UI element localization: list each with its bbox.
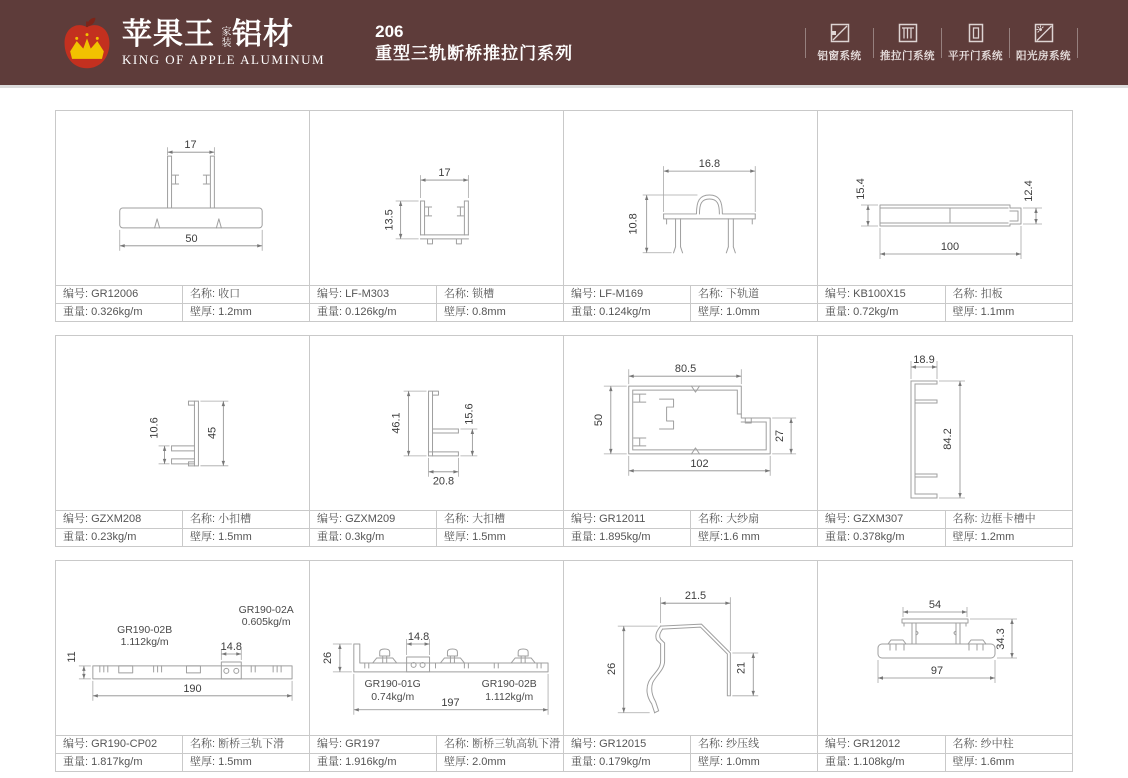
field-value: 扣板 <box>980 288 1003 300</box>
dimension-label: 21 <box>735 661 748 675</box>
dimension-label: 16.8 <box>698 158 721 171</box>
field-label: 壁厚: <box>444 756 470 768</box>
field-label: 重量: <box>571 306 597 318</box>
aluminum-window-system-icon <box>829 22 851 44</box>
profile-outline <box>93 662 292 679</box>
dimension-label: 190 <box>183 682 202 695</box>
field-value: 1.5mm <box>218 756 252 768</box>
field-value: 纱压线 <box>726 738 760 750</box>
field-label: 编号: <box>571 738 597 750</box>
dimension-label: 34.3 <box>995 628 1007 650</box>
system-item-casement-door <box>942 22 1009 63</box>
field-label: 编号: <box>317 513 343 525</box>
dimension-label: 12.4 <box>1023 180 1035 202</box>
field-label: 重量: <box>63 756 89 768</box>
field-value: 1.2mm <box>980 531 1015 543</box>
field-label: 名称: <box>698 513 724 525</box>
profile-cell-gzxm208 <box>56 336 310 546</box>
profile-cell-gr12006 <box>56 111 310 321</box>
profile-drawing <box>56 336 309 510</box>
system-label: 阳光房系统 <box>1016 50 1071 62</box>
field-value: 0.126kg/m <box>345 306 397 318</box>
field-value: GR190-CP02 <box>91 738 158 750</box>
profile-info-table <box>818 510 1072 546</box>
dimension-label: 27 <box>774 429 787 443</box>
part-label: 0.605kg/m <box>241 617 291 629</box>
profile-drawing <box>310 561 563 735</box>
field-value: LF-M303 <box>345 288 390 300</box>
field-label: 名称: <box>952 738 978 750</box>
page-number: 206 <box>375 22 404 42</box>
field-label: 名称: <box>952 288 978 300</box>
field-label: 壁厚: <box>190 306 216 318</box>
dimension-label: 15.6 <box>463 403 476 425</box>
field-value: 下轨道 <box>726 288 760 300</box>
dimension-label: 102 <box>690 457 709 470</box>
field-label: 名称: <box>444 288 470 300</box>
dimension-label: 50 <box>185 232 198 245</box>
part-label: 1.112kg/m <box>120 637 169 649</box>
field-label: 重量: <box>317 756 343 768</box>
system-item-sunroom <box>1010 22 1077 63</box>
field-value: GZXM209 <box>345 513 396 525</box>
field-value: GZXM208 <box>91 513 142 525</box>
field-label: 编号: <box>825 288 851 300</box>
dimension-label: 10.6 <box>148 417 161 439</box>
divider <box>1077 28 1078 58</box>
profile-outline <box>421 201 469 244</box>
part-label: 1.112kg/m <box>485 691 534 703</box>
profile-outline <box>429 391 459 456</box>
profile-outline <box>354 644 548 672</box>
part-label: GR190-02A <box>238 605 294 617</box>
field-value: 断桥三轨高轨下滑 <box>472 738 561 750</box>
dimension-lines <box>855 178 1042 259</box>
dimension-label: 45 <box>206 426 219 440</box>
dimension-lines <box>391 391 478 488</box>
field-value: 纱中柱 <box>980 738 1014 750</box>
profile-outline <box>911 381 937 498</box>
field-label: 名称: <box>444 513 470 525</box>
dimension-label: 17 <box>184 139 197 152</box>
dimension-label: 26 <box>321 651 334 665</box>
profile-info-table <box>56 510 309 546</box>
dimension-label: 14.8 <box>220 640 242 653</box>
part-label: GR190-02B <box>481 678 537 690</box>
field-value: 1.6mm <box>980 756 1015 768</box>
profile-drawing <box>310 336 563 510</box>
field-label: 壁厚: <box>698 756 724 768</box>
system-nav <box>805 22 1078 63</box>
field-label: 壁厚: <box>698 531 724 543</box>
field-value: 2.0mm <box>472 756 506 768</box>
field-value: 锁槽 <box>472 288 495 300</box>
field-value: 1.895kg/m <box>599 531 651 543</box>
field-value: 1.817kg/m <box>91 756 143 768</box>
dimension-label: 18.9 <box>913 354 935 366</box>
dimension-lines <box>628 158 756 253</box>
field-label: 壁厚: <box>444 306 470 318</box>
field-value: 0.124kg/m <box>599 306 651 318</box>
profile-cell-lfm303 <box>310 111 564 321</box>
dimension-label: 46.1 <box>390 412 403 434</box>
field-value: GR197 <box>345 738 380 750</box>
page-header <box>0 0 1128 88</box>
profile-cell-lfm169 <box>564 111 818 321</box>
field-label: 壁厚: <box>190 531 216 543</box>
sliding-door-system-icon <box>897 22 919 44</box>
profile-row <box>55 110 1073 322</box>
field-label: 重量: <box>63 306 89 318</box>
system-item-window <box>806 22 873 63</box>
profile-info-table <box>818 735 1072 771</box>
field-label: 重量: <box>63 531 89 543</box>
dimension-label: 100 <box>940 241 960 253</box>
dimension-label: 20.8 <box>432 475 455 488</box>
field-label: 壁厚: <box>190 756 216 768</box>
dimension-label: 15.4 <box>855 178 867 200</box>
field-value: KB100X15 <box>853 288 906 300</box>
field-value: LF-M169 <box>599 288 644 300</box>
dimension-label: 80.5 <box>674 363 697 376</box>
field-label: 重量: <box>317 306 343 318</box>
profile-drawing <box>818 561 1072 735</box>
field-value: 1.5mm <box>472 531 506 543</box>
field-label: 名称: <box>190 513 216 525</box>
dimension-label: 21.5 <box>684 590 707 603</box>
system-item-sliding-door <box>874 22 941 63</box>
part-label: GR190-01G <box>364 678 421 690</box>
dimension-label: 84.2 <box>942 428 954 450</box>
profile-drawing <box>818 336 1072 510</box>
profile-outline <box>172 401 199 466</box>
field-label: 名称: <box>190 738 216 750</box>
dimension-lines <box>120 139 262 251</box>
profile-info-table <box>310 510 563 546</box>
field-label: 名称: <box>698 738 724 750</box>
dimension-label: 17 <box>438 167 451 180</box>
profile-outline <box>880 205 1021 226</box>
field-value: 小扣槽 <box>218 513 252 525</box>
field-value: 1.2mm <box>218 306 252 318</box>
brand-suffix-cn: 铝材 <box>232 17 294 51</box>
field-value: 0.23kg/m <box>91 531 137 543</box>
field-label: 重量: <box>825 306 851 318</box>
profile-info-table <box>310 285 563 321</box>
part-annotations <box>117 605 294 648</box>
part-label: 0.74kg/m <box>371 691 415 703</box>
system-label: 推拉门系统 <box>880 50 935 62</box>
casement-door-system-icon <box>965 22 987 44</box>
profile-outline <box>647 624 730 713</box>
profile-drawing <box>818 111 1072 285</box>
field-label: 重量: <box>825 756 851 768</box>
dimension-lines <box>606 590 758 713</box>
field-label: 编号: <box>63 288 89 300</box>
field-value: 0.326kg/m <box>91 306 143 318</box>
profile-outline <box>664 195 756 253</box>
profile-cell-gzxm209 <box>310 336 564 546</box>
profile-drawing <box>564 111 817 285</box>
field-value: 断桥三轨下滑 <box>218 738 285 750</box>
profile-info-table <box>310 735 563 771</box>
dimension-label: 197 <box>441 696 460 709</box>
field-label: 编号: <box>63 738 89 750</box>
profile-info-table <box>56 735 309 771</box>
dimension-label: 54 <box>928 599 942 611</box>
field-label: 壁厚: <box>698 306 724 318</box>
series-title: 重型三轨断桥推拉门系列 <box>375 43 574 63</box>
profile-cell-gr12015 <box>564 561 818 771</box>
field-label: 名称: <box>190 288 216 300</box>
field-value: GR12011 <box>599 513 646 525</box>
apple-crown-logo-icon <box>58 14 116 72</box>
field-label: 编号: <box>571 513 597 525</box>
system-label: 铝窗系统 <box>817 50 862 62</box>
dimension-lines <box>878 599 1017 683</box>
field-value: 0.378kg/m <box>853 531 905 543</box>
profile-drawing <box>310 111 563 285</box>
profile-row <box>55 560 1073 772</box>
dimension-label: 10.8 <box>627 213 640 235</box>
field-value: 0.179kg/m <box>599 756 651 768</box>
profile-info-table <box>564 285 817 321</box>
profile-cell-gr12011 <box>564 336 818 546</box>
profile-info-table <box>818 285 1072 321</box>
field-value: 0.3kg/m <box>345 531 385 543</box>
profile-info-table <box>564 510 817 546</box>
sunroom-system-icon <box>1033 22 1055 44</box>
dimension-label: 13.5 <box>383 209 396 231</box>
field-value: 1.0mm <box>726 306 760 318</box>
profile-outline <box>629 386 770 454</box>
field-label: 名称: <box>698 288 724 300</box>
dimension-label: 26 <box>605 662 618 676</box>
field-value: 1.0mm <box>726 756 760 768</box>
field-label: 壁厚: <box>952 531 978 543</box>
field-label: 壁厚: <box>952 306 978 318</box>
brand-name-en: KING OF APPLE ALUMINUM <box>122 51 326 67</box>
profile-row <box>55 335 1073 547</box>
dimension-lines <box>149 401 229 466</box>
profile-drawing <box>564 336 817 510</box>
part-label: GR190-02B <box>117 625 173 637</box>
field-value: GZXM307 <box>853 513 904 525</box>
dimension-lines <box>911 354 965 498</box>
profile-cell-gr190cp02 <box>56 561 310 771</box>
field-label: 编号: <box>63 513 89 525</box>
field-label: 重量: <box>825 531 851 543</box>
system-label: 平开门系统 <box>948 50 1003 62</box>
field-label: 编号: <box>317 288 343 300</box>
field-label: 编号: <box>825 513 851 525</box>
dimension-lines <box>593 363 796 476</box>
field-value: GR12006 <box>91 288 139 300</box>
field-label: 重量: <box>571 531 597 543</box>
field-value: GR12015 <box>599 738 647 750</box>
field-value: 0.8mm <box>472 306 506 318</box>
dimension-label: 14.8 <box>407 631 430 644</box>
field-label: 壁厚: <box>444 531 470 543</box>
profile-info-table <box>56 285 309 321</box>
field-value: 0.72kg/m <box>853 306 899 318</box>
field-label: 编号: <box>571 288 597 300</box>
field-label: 重量: <box>571 756 597 768</box>
field-value: 1.5mm <box>218 531 252 543</box>
dimension-lines <box>384 167 469 239</box>
field-label: 名称: <box>952 513 978 525</box>
profile-info-table <box>564 735 817 771</box>
profile-cell-kb100x15 <box>818 111 1072 321</box>
field-value: 1.1mm <box>980 306 1015 318</box>
profile-outline <box>120 156 262 228</box>
profile-drawing <box>56 111 309 285</box>
field-value: 1.6 mm <box>723 531 760 543</box>
profile-cell-gr197 <box>310 561 564 771</box>
field-value: 大纱扇 <box>726 513 760 525</box>
dimension-label: 50 <box>592 413 605 427</box>
profile-drawing <box>564 561 817 735</box>
field-label: 壁厚: <box>952 756 978 768</box>
field-value: 1.916kg/m <box>345 756 397 768</box>
field-label: 重量: <box>317 531 343 543</box>
field-label: 名称: <box>444 738 470 750</box>
field-value: 大扣槽 <box>472 513 506 525</box>
dimension-label: 97 <box>930 665 944 677</box>
profile-cell-gzxm307 <box>818 336 1072 546</box>
field-value: 边框卡槽中 <box>980 513 1036 525</box>
dimension-label: 11 <box>65 651 78 663</box>
profile-cell-gr12012 <box>818 561 1072 771</box>
profile-grid <box>0 88 1128 772</box>
brand-sub-cn: 家装 <box>219 25 230 48</box>
field-label: 编号: <box>317 738 343 750</box>
brand-name-cn: 苹果王 <box>122 17 215 51</box>
field-value: 收口 <box>218 288 241 300</box>
profile-drawing <box>56 561 309 735</box>
profile-outline <box>878 619 995 658</box>
field-value: GR12012 <box>853 738 901 750</box>
field-label: 编号: <box>825 738 851 750</box>
field-value: 1.108kg/m <box>853 756 905 768</box>
brand-logo <box>58 14 325 72</box>
